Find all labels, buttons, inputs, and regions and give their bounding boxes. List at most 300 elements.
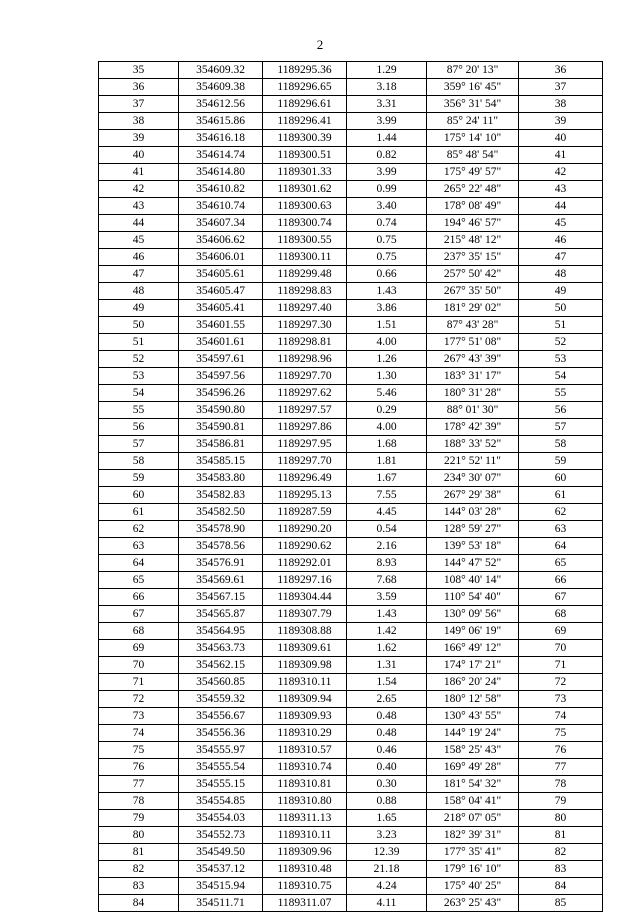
point-number-cell: 63 bbox=[99, 538, 179, 555]
distance-cell: 1.31 bbox=[347, 657, 427, 674]
distance-cell: 2.16 bbox=[347, 538, 427, 555]
table-row bbox=[99, 844, 603, 861]
point-number-cell: 82 bbox=[99, 861, 179, 878]
bearing-cell: 186° 20' 24" bbox=[427, 674, 519, 691]
x-coordinate-cell: 354569.61 bbox=[179, 572, 263, 589]
table-row bbox=[99, 266, 603, 283]
table-row bbox=[99, 317, 603, 334]
y-coordinate-cell: 1189297.30 bbox=[263, 317, 347, 334]
bearing-cell: 175° 49' 57" bbox=[427, 164, 519, 181]
y-coordinate-cell: 1189300.74 bbox=[263, 215, 347, 232]
next-point-cell: 73 bbox=[519, 691, 603, 708]
x-coordinate-cell: 354559.32 bbox=[179, 691, 263, 708]
y-coordinate-cell: 1189301.62 bbox=[263, 181, 347, 198]
next-point-cell: 66 bbox=[519, 572, 603, 589]
bearing-cell: 267° 43' 39" bbox=[427, 351, 519, 368]
distance-cell: 0.99 bbox=[347, 181, 427, 198]
point-number-cell: 83 bbox=[99, 878, 179, 895]
x-coordinate-cell: 354590.81 bbox=[179, 419, 263, 436]
bearing-cell: 174° 17' 21" bbox=[427, 657, 519, 674]
next-point-cell: 60 bbox=[519, 470, 603, 487]
x-coordinate-cell: 354555.15 bbox=[179, 776, 263, 793]
x-coordinate-cell: 354601.61 bbox=[179, 334, 263, 351]
y-coordinate-cell: 1189297.57 bbox=[263, 402, 347, 419]
next-point-cell: 63 bbox=[519, 521, 603, 538]
table-row bbox=[99, 470, 603, 487]
distance-cell: 1.43 bbox=[347, 606, 427, 623]
y-coordinate-cell: 1189300.55 bbox=[263, 232, 347, 249]
table-row bbox=[99, 589, 603, 606]
bearing-cell: 88° 01' 30" bbox=[427, 402, 519, 419]
point-number-cell: 77 bbox=[99, 776, 179, 793]
table-row bbox=[99, 657, 603, 674]
table-row bbox=[99, 708, 603, 725]
bearing-cell: 181° 29' 02" bbox=[427, 300, 519, 317]
next-point-cell: 62 bbox=[519, 504, 603, 521]
y-coordinate-cell: 1189300.39 bbox=[263, 130, 347, 147]
table-row bbox=[99, 198, 603, 215]
distance-cell: 3.31 bbox=[347, 96, 427, 113]
bearing-cell: 215° 48' 12" bbox=[427, 232, 519, 249]
y-coordinate-cell: 1189298.96 bbox=[263, 351, 347, 368]
y-coordinate-cell: 1189310.74 bbox=[263, 759, 347, 776]
distance-cell: 3.40 bbox=[347, 198, 427, 215]
distance-cell: 0.46 bbox=[347, 742, 427, 759]
next-point-cell: 54 bbox=[519, 368, 603, 385]
table-row bbox=[99, 725, 603, 742]
x-coordinate-cell: 354596.26 bbox=[179, 385, 263, 402]
y-coordinate-cell: 1189295.36 bbox=[263, 62, 347, 79]
point-number-cell: 37 bbox=[99, 96, 179, 113]
y-coordinate-cell: 1189299.48 bbox=[263, 266, 347, 283]
x-coordinate-cell: 354556.36 bbox=[179, 725, 263, 742]
bearing-cell: 182° 39' 31" bbox=[427, 827, 519, 844]
y-coordinate-cell: 1189297.95 bbox=[263, 436, 347, 453]
table-row bbox=[99, 487, 603, 504]
distance-cell: 4.00 bbox=[347, 334, 427, 351]
distance-cell: 4.45 bbox=[347, 504, 427, 521]
y-coordinate-cell: 1189310.11 bbox=[263, 674, 347, 691]
distance-cell: 0.40 bbox=[347, 759, 427, 776]
distance-cell: 0.74 bbox=[347, 215, 427, 232]
x-coordinate-cell: 354606.62 bbox=[179, 232, 263, 249]
next-point-cell: 69 bbox=[519, 623, 603, 640]
table-row bbox=[99, 776, 603, 793]
x-coordinate-cell: 354552.73 bbox=[179, 827, 263, 844]
bearing-cell: 128° 59' 27" bbox=[427, 521, 519, 538]
next-point-cell: 75 bbox=[519, 725, 603, 742]
bearing-cell: 166° 49' 12" bbox=[427, 640, 519, 657]
x-coordinate-cell: 354555.54 bbox=[179, 759, 263, 776]
bearing-cell: 169° 49' 28" bbox=[427, 759, 519, 776]
x-coordinate-cell: 354578.90 bbox=[179, 521, 263, 538]
table-row bbox=[99, 181, 603, 198]
x-coordinate-cell: 354605.61 bbox=[179, 266, 263, 283]
table-row bbox=[99, 606, 603, 623]
next-point-cell: 59 bbox=[519, 453, 603, 470]
next-point-cell: 65 bbox=[519, 555, 603, 572]
distance-cell: 3.59 bbox=[347, 589, 427, 606]
x-coordinate-cell: 354614.80 bbox=[179, 164, 263, 181]
next-point-cell: 56 bbox=[519, 402, 603, 419]
distance-cell: 5.46 bbox=[347, 385, 427, 402]
x-coordinate-cell: 354560.85 bbox=[179, 674, 263, 691]
point-number-cell: 47 bbox=[99, 266, 179, 283]
next-point-cell: 38 bbox=[519, 96, 603, 113]
table-row bbox=[99, 283, 603, 300]
point-number-cell: 42 bbox=[99, 181, 179, 198]
bearing-cell: 179° 16' 10" bbox=[427, 861, 519, 878]
next-point-cell: 72 bbox=[519, 674, 603, 691]
x-coordinate-cell: 354597.61 bbox=[179, 351, 263, 368]
next-point-cell: 39 bbox=[519, 113, 603, 130]
table-row bbox=[99, 555, 603, 572]
next-point-cell: 85 bbox=[519, 895, 603, 912]
table-row bbox=[99, 521, 603, 538]
x-coordinate-cell: 354582.83 bbox=[179, 487, 263, 504]
table-row bbox=[99, 861, 603, 878]
distance-cell: 0.75 bbox=[347, 249, 427, 266]
x-coordinate-cell: 354576.91 bbox=[179, 555, 263, 572]
y-coordinate-cell: 1189310.81 bbox=[263, 776, 347, 793]
y-coordinate-cell: 1189296.65 bbox=[263, 79, 347, 96]
bearing-cell: 181° 54' 32" bbox=[427, 776, 519, 793]
point-number-cell: 74 bbox=[99, 725, 179, 742]
bearing-cell: 85° 24' 11" bbox=[427, 113, 519, 130]
point-number-cell: 76 bbox=[99, 759, 179, 776]
y-coordinate-cell: 1189304.44 bbox=[263, 589, 347, 606]
y-coordinate-cell: 1189297.62 bbox=[263, 385, 347, 402]
x-coordinate-cell: 354511.71 bbox=[179, 895, 263, 912]
bearing-cell: 356° 31' 54" bbox=[427, 96, 519, 113]
table-row bbox=[99, 113, 603, 130]
distance-cell: 1.42 bbox=[347, 623, 427, 640]
x-coordinate-cell: 354612.56 bbox=[179, 96, 263, 113]
table-row bbox=[99, 249, 603, 266]
point-number-cell: 54 bbox=[99, 385, 179, 402]
bearing-cell: 178° 42' 39" bbox=[427, 419, 519, 436]
x-coordinate-cell: 354565.87 bbox=[179, 606, 263, 623]
distance-cell: 4.24 bbox=[347, 878, 427, 895]
table-row bbox=[99, 402, 603, 419]
bearing-cell: 267° 29' 38" bbox=[427, 487, 519, 504]
distance-cell: 3.86 bbox=[347, 300, 427, 317]
next-point-cell: 81 bbox=[519, 827, 603, 844]
distance-cell: 0.88 bbox=[347, 793, 427, 810]
x-coordinate-cell: 354515.94 bbox=[179, 878, 263, 895]
distance-cell: 3.99 bbox=[347, 113, 427, 130]
x-coordinate-cell: 354555.97 bbox=[179, 742, 263, 759]
point-number-cell: 79 bbox=[99, 810, 179, 827]
distance-cell: 0.48 bbox=[347, 725, 427, 742]
bearing-cell: 175° 40' 25" bbox=[427, 878, 519, 895]
next-point-cell: 78 bbox=[519, 776, 603, 793]
distance-cell: 4.11 bbox=[347, 895, 427, 912]
y-coordinate-cell: 1189297.70 bbox=[263, 453, 347, 470]
y-coordinate-cell: 1189296.49 bbox=[263, 470, 347, 487]
bearing-cell: 178° 08' 49" bbox=[427, 198, 519, 215]
distance-cell: 3.18 bbox=[347, 79, 427, 96]
table-row bbox=[99, 385, 603, 402]
distance-cell: 0.75 bbox=[347, 232, 427, 249]
next-point-cell: 49 bbox=[519, 283, 603, 300]
distance-cell: 1.51 bbox=[347, 317, 427, 334]
y-coordinate-cell: 1189297.70 bbox=[263, 368, 347, 385]
bearing-cell: 108° 40' 14" bbox=[427, 572, 519, 589]
point-number-cell: 41 bbox=[99, 164, 179, 181]
next-point-cell: 61 bbox=[519, 487, 603, 504]
y-coordinate-cell: 1189309.96 bbox=[263, 844, 347, 861]
bearing-cell: 234° 30' 07" bbox=[427, 470, 519, 487]
next-point-cell: 36 bbox=[519, 62, 603, 79]
table-row bbox=[99, 538, 603, 555]
point-number-cell: 61 bbox=[99, 504, 179, 521]
x-coordinate-cell: 354590.80 bbox=[179, 402, 263, 419]
bearing-cell: 158° 25' 43" bbox=[427, 742, 519, 759]
next-point-cell: 41 bbox=[519, 147, 603, 164]
next-point-cell: 55 bbox=[519, 385, 603, 402]
table-row bbox=[99, 759, 603, 776]
distance-cell: 0.66 bbox=[347, 266, 427, 283]
table-row bbox=[99, 878, 603, 895]
bearing-cell: 218° 07' 05" bbox=[427, 810, 519, 827]
bearing-cell: 359° 16' 45" bbox=[427, 79, 519, 96]
x-coordinate-cell: 354606.01 bbox=[179, 249, 263, 266]
y-coordinate-cell: 1189310.11 bbox=[263, 827, 347, 844]
next-point-cell: 79 bbox=[519, 793, 603, 810]
y-coordinate-cell: 1189309.93 bbox=[263, 708, 347, 725]
distance-cell: 1.62 bbox=[347, 640, 427, 657]
table-row bbox=[99, 62, 603, 79]
y-coordinate-cell: 1189298.81 bbox=[263, 334, 347, 351]
bearing-cell: 177° 51' 08" bbox=[427, 334, 519, 351]
next-point-cell: 68 bbox=[519, 606, 603, 623]
x-coordinate-cell: 354554.85 bbox=[179, 793, 263, 810]
next-point-cell: 80 bbox=[519, 810, 603, 827]
bearing-cell: 87° 43' 28" bbox=[427, 317, 519, 334]
bearing-cell: 144° 03' 28" bbox=[427, 504, 519, 521]
distance-cell: 4.00 bbox=[347, 419, 427, 436]
x-coordinate-cell: 354556.67 bbox=[179, 708, 263, 725]
y-coordinate-cell: 1189309.61 bbox=[263, 640, 347, 657]
next-point-cell: 57 bbox=[519, 419, 603, 436]
table-row bbox=[99, 130, 603, 147]
y-coordinate-cell: 1189298.83 bbox=[263, 283, 347, 300]
y-coordinate-cell: 1189295.13 bbox=[263, 487, 347, 504]
point-number-cell: 48 bbox=[99, 283, 179, 300]
y-coordinate-cell: 1189292.01 bbox=[263, 555, 347, 572]
x-coordinate-cell: 354615.86 bbox=[179, 113, 263, 130]
table-row bbox=[99, 674, 603, 691]
y-coordinate-cell: 1189307.79 bbox=[263, 606, 347, 623]
point-number-cell: 39 bbox=[99, 130, 179, 147]
point-number-cell: 43 bbox=[99, 198, 179, 215]
x-coordinate-cell: 354585.15 bbox=[179, 453, 263, 470]
bearing-cell: 110° 54' 40" bbox=[427, 589, 519, 606]
y-coordinate-cell: 1189300.51 bbox=[263, 147, 347, 164]
point-number-cell: 78 bbox=[99, 793, 179, 810]
point-number-cell: 70 bbox=[99, 657, 179, 674]
distance-cell: 3.99 bbox=[347, 164, 427, 181]
y-coordinate-cell: 1189297.16 bbox=[263, 572, 347, 589]
next-point-cell: 45 bbox=[519, 215, 603, 232]
table-row bbox=[99, 96, 603, 113]
distance-cell: 1.44 bbox=[347, 130, 427, 147]
x-coordinate-cell: 354605.47 bbox=[179, 283, 263, 300]
bearing-cell: 85° 48' 54" bbox=[427, 147, 519, 164]
y-coordinate-cell: 1189300.63 bbox=[263, 198, 347, 215]
y-coordinate-cell: 1189309.94 bbox=[263, 691, 347, 708]
y-coordinate-cell: 1189311.13 bbox=[263, 810, 347, 827]
next-point-cell: 58 bbox=[519, 436, 603, 453]
page-number: 2 bbox=[316, 37, 324, 52]
point-number-cell: 81 bbox=[99, 844, 179, 861]
bearing-cell: 267° 35' 50" bbox=[427, 283, 519, 300]
x-coordinate-cell: 354609.32 bbox=[179, 62, 263, 79]
table-row bbox=[99, 79, 603, 96]
next-point-cell: 52 bbox=[519, 334, 603, 351]
y-coordinate-cell: 1189309.98 bbox=[263, 657, 347, 674]
coordinates-table bbox=[98, 61, 603, 912]
x-coordinate-cell: 354607.34 bbox=[179, 215, 263, 232]
y-coordinate-cell: 1189308.88 bbox=[263, 623, 347, 640]
table-row bbox=[99, 640, 603, 657]
point-number-cell: 59 bbox=[99, 470, 179, 487]
distance-cell: 1.26 bbox=[347, 351, 427, 368]
table-row bbox=[99, 351, 603, 368]
point-number-cell: 68 bbox=[99, 623, 179, 640]
x-coordinate-cell: 354563.73 bbox=[179, 640, 263, 657]
x-coordinate-cell: 354601.55 bbox=[179, 317, 263, 334]
y-coordinate-cell: 1189290.62 bbox=[263, 538, 347, 555]
distance-cell: 0.54 bbox=[347, 521, 427, 538]
distance-cell: 21.18 bbox=[347, 861, 427, 878]
table-row bbox=[99, 232, 603, 249]
point-number-cell: 71 bbox=[99, 674, 179, 691]
table-row bbox=[99, 147, 603, 164]
bearing-cell: 265° 22' 48" bbox=[427, 181, 519, 198]
point-number-cell: 46 bbox=[99, 249, 179, 266]
table-row bbox=[99, 572, 603, 589]
table-row bbox=[99, 436, 603, 453]
next-point-cell: 76 bbox=[519, 742, 603, 759]
bearing-cell: 194° 46' 57" bbox=[427, 215, 519, 232]
table-row bbox=[99, 742, 603, 759]
table-row bbox=[99, 895, 603, 912]
x-coordinate-cell: 354562.15 bbox=[179, 657, 263, 674]
x-coordinate-cell: 354616.18 bbox=[179, 130, 263, 147]
point-number-cell: 72 bbox=[99, 691, 179, 708]
table-row bbox=[99, 827, 603, 844]
table-row bbox=[99, 810, 603, 827]
distance-cell: 0.82 bbox=[347, 147, 427, 164]
table-row bbox=[99, 691, 603, 708]
point-number-cell: 55 bbox=[99, 402, 179, 419]
next-point-cell: 74 bbox=[519, 708, 603, 725]
table-row bbox=[99, 453, 603, 470]
y-coordinate-cell: 1189287.59 bbox=[263, 504, 347, 521]
x-coordinate-cell: 354614.74 bbox=[179, 147, 263, 164]
next-point-cell: 48 bbox=[519, 266, 603, 283]
distance-cell: 1.68 bbox=[347, 436, 427, 453]
point-number-cell: 50 bbox=[99, 317, 179, 334]
point-number-cell: 57 bbox=[99, 436, 179, 453]
distance-cell: 2.65 bbox=[347, 691, 427, 708]
table-row bbox=[99, 793, 603, 810]
y-coordinate-cell: 1189310.75 bbox=[263, 878, 347, 895]
distance-cell: 7.68 bbox=[347, 572, 427, 589]
point-number-cell: 62 bbox=[99, 521, 179, 538]
x-coordinate-cell: 354549.50 bbox=[179, 844, 263, 861]
point-number-cell: 60 bbox=[99, 487, 179, 504]
distance-cell: 0.48 bbox=[347, 708, 427, 725]
distance-cell: 0.30 bbox=[347, 776, 427, 793]
x-coordinate-cell: 354537.12 bbox=[179, 861, 263, 878]
table-row bbox=[99, 504, 603, 521]
point-number-cell: 49 bbox=[99, 300, 179, 317]
next-point-cell: 64 bbox=[519, 538, 603, 555]
x-coordinate-cell: 354583.80 bbox=[179, 470, 263, 487]
bearing-cell: 188° 33' 52" bbox=[427, 436, 519, 453]
y-coordinate-cell: 1189310.29 bbox=[263, 725, 347, 742]
point-number-cell: 65 bbox=[99, 572, 179, 589]
point-number-cell: 58 bbox=[99, 453, 179, 470]
bearing-cell: 158° 04' 41" bbox=[427, 793, 519, 810]
bearing-cell: 257° 50' 42" bbox=[427, 266, 519, 283]
point-number-cell: 69 bbox=[99, 640, 179, 657]
bearing-cell: 263° 25' 43" bbox=[427, 895, 519, 912]
bearing-cell: 149° 06' 19" bbox=[427, 623, 519, 640]
bearing-cell: 237° 35' 15" bbox=[427, 249, 519, 266]
distance-cell: 1.43 bbox=[347, 283, 427, 300]
x-coordinate-cell: 354605.41 bbox=[179, 300, 263, 317]
next-point-cell: 46 bbox=[519, 232, 603, 249]
x-coordinate-cell: 354610.74 bbox=[179, 198, 263, 215]
table-row bbox=[99, 623, 603, 640]
y-coordinate-cell: 1189297.40 bbox=[263, 300, 347, 317]
point-number-cell: 35 bbox=[99, 62, 179, 79]
distance-cell: 1.81 bbox=[347, 453, 427, 470]
bearing-cell: 183° 31' 17" bbox=[427, 368, 519, 385]
bearing-cell: 130° 09' 56" bbox=[427, 606, 519, 623]
y-coordinate-cell: 1189310.80 bbox=[263, 793, 347, 810]
x-coordinate-cell: 354609.38 bbox=[179, 79, 263, 96]
distance-cell: 1.30 bbox=[347, 368, 427, 385]
y-coordinate-cell: 1189300.11 bbox=[263, 249, 347, 266]
distance-cell: 12.39 bbox=[347, 844, 427, 861]
next-point-cell: 44 bbox=[519, 198, 603, 215]
distance-cell: 1.29 bbox=[347, 62, 427, 79]
bearing-cell: 139° 53' 18" bbox=[427, 538, 519, 555]
y-coordinate-cell: 1189311.07 bbox=[263, 895, 347, 912]
table-row bbox=[99, 300, 603, 317]
x-coordinate-cell: 354582.50 bbox=[179, 504, 263, 521]
next-point-cell: 77 bbox=[519, 759, 603, 776]
distance-cell: 7.55 bbox=[347, 487, 427, 504]
point-number-cell: 67 bbox=[99, 606, 179, 623]
next-point-cell: 70 bbox=[519, 640, 603, 657]
x-coordinate-cell: 354597.56 bbox=[179, 368, 263, 385]
next-point-cell: 47 bbox=[519, 249, 603, 266]
next-point-cell: 51 bbox=[519, 317, 603, 334]
point-number-cell: 52 bbox=[99, 351, 179, 368]
bearing-cell: 144° 47' 52" bbox=[427, 555, 519, 572]
point-number-cell: 53 bbox=[99, 368, 179, 385]
point-number-cell: 80 bbox=[99, 827, 179, 844]
next-point-cell: 37 bbox=[519, 79, 603, 96]
point-number-cell: 51 bbox=[99, 334, 179, 351]
point-number-cell: 36 bbox=[99, 79, 179, 96]
